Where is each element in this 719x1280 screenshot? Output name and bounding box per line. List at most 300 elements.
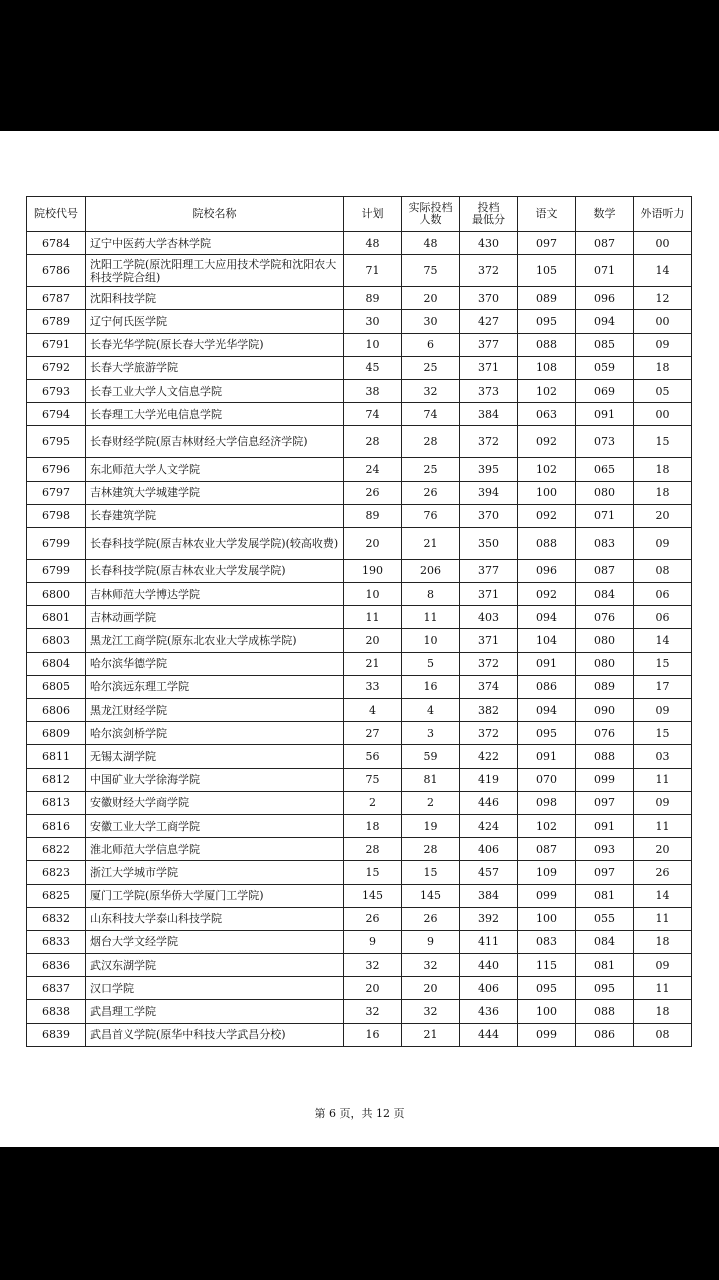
table-cell: 18	[634, 356, 692, 379]
table-cell: 099	[518, 884, 576, 907]
table-cell: 32	[402, 954, 460, 977]
table-cell: 89	[344, 287, 402, 310]
table-cell: 4	[402, 699, 460, 722]
table-cell: 32	[344, 954, 402, 977]
table-cell: 115	[518, 954, 576, 977]
table-row	[27, 884, 692, 907]
school-name-cell: 黑龙江财经学院	[86, 699, 344, 722]
table-cell: 097	[518, 232, 576, 255]
table-cell: 25	[402, 458, 460, 481]
table-cell: 20	[402, 287, 460, 310]
table-cell: 2	[344, 791, 402, 814]
table-cell: 6812	[27, 768, 86, 791]
table-cell: 28	[402, 838, 460, 861]
table-cell: 145	[344, 884, 402, 907]
school-name-cell: 长春大学旅游学院	[86, 356, 344, 379]
table-row	[27, 310, 692, 333]
table-cell: 065	[576, 458, 634, 481]
header-line: 实际投档	[408, 201, 453, 214]
table-cell: 20	[344, 629, 402, 652]
table-cell: 00	[634, 403, 692, 426]
table-cell: 00	[634, 232, 692, 255]
table-cell: 21	[402, 527, 460, 559]
table-cell: 6836	[27, 954, 86, 977]
table-cell: 09	[634, 333, 692, 356]
table-cell: 26	[344, 481, 402, 504]
table-row	[27, 675, 692, 698]
table-cell: 6803	[27, 629, 86, 652]
table-cell: 446	[460, 791, 518, 814]
table-cell: 32	[402, 1000, 460, 1023]
school-name-cell: 吉林动画学院	[86, 606, 344, 629]
table-cell: 14	[634, 884, 692, 907]
table-cell: 088	[576, 745, 634, 768]
table-row	[27, 333, 692, 356]
table-cell: 27	[344, 722, 402, 745]
table-cell: 090	[576, 699, 634, 722]
table-cell: 18	[634, 458, 692, 481]
header-cell	[460, 197, 518, 232]
table-cell: 6822	[27, 838, 86, 861]
school-name-cell: 吉林建筑大学城建学院	[86, 481, 344, 504]
table-row	[27, 629, 692, 652]
table-cell: 6838	[27, 1000, 86, 1023]
table-cell: 6796	[27, 458, 86, 481]
table-cell: 373	[460, 379, 518, 402]
table-cell: 15	[634, 652, 692, 675]
table-cell: 076	[576, 722, 634, 745]
table-cell: 4	[344, 699, 402, 722]
table-cell: 095	[518, 977, 576, 1000]
table-cell: 56	[344, 745, 402, 768]
table-cell: 6825	[27, 884, 86, 907]
table-cell: 6798	[27, 504, 86, 527]
table-row	[27, 861, 692, 884]
table-cell: 15	[634, 426, 692, 458]
table-row	[27, 606, 692, 629]
table-cell: 89	[344, 504, 402, 527]
table-cell: 092	[518, 504, 576, 527]
table-cell: 091	[518, 652, 576, 675]
table-cell: 9	[344, 930, 402, 953]
table-cell: 102	[518, 458, 576, 481]
table-cell: 063	[518, 403, 576, 426]
table-cell: 6832	[27, 907, 86, 930]
table-cell: 073	[576, 426, 634, 458]
table-cell: 095	[518, 310, 576, 333]
table-cell: 08	[634, 559, 692, 582]
table-cell: 09	[634, 791, 692, 814]
school-name-cell: 长春光华学院(原长春大学光华学院)	[86, 333, 344, 356]
table-cell: 427	[460, 310, 518, 333]
table-cell: 424	[460, 814, 518, 837]
table-cell: 2	[402, 791, 460, 814]
table-cell: 6839	[27, 1023, 86, 1046]
table-cell: 10	[344, 333, 402, 356]
table-cell: 6833	[27, 930, 86, 953]
school-name-cell: 长春科技学院(原吉林农业大学发展学院)(较高收费)	[86, 527, 344, 559]
table-cell: 6823	[27, 861, 86, 884]
table-cell: 21	[402, 1023, 460, 1046]
table-cell: 6795	[27, 426, 86, 458]
table-cell: 088	[518, 333, 576, 356]
table-cell: 00	[634, 310, 692, 333]
table-cell: 109	[518, 861, 576, 884]
document-page	[0, 131, 719, 1147]
table-cell: 206	[402, 559, 460, 582]
table-row	[27, 814, 692, 837]
school-name-cell: 厦门工学院(原华侨大学厦门工学院)	[86, 884, 344, 907]
table-cell: 59	[402, 745, 460, 768]
table-row	[27, 426, 692, 458]
table-cell: 16	[402, 675, 460, 698]
table-cell: 104	[518, 629, 576, 652]
school-name-cell: 哈尔滨华德学院	[86, 652, 344, 675]
table-cell: 371	[460, 583, 518, 606]
table-cell: 33	[344, 675, 402, 698]
table-row	[27, 559, 692, 582]
table-cell: 069	[576, 379, 634, 402]
table-row	[27, 287, 692, 310]
header-cell: 数学	[576, 197, 634, 232]
table-cell: 48	[402, 232, 460, 255]
table-cell: 094	[518, 606, 576, 629]
table-cell: 372	[460, 722, 518, 745]
table-cell: 19	[402, 814, 460, 837]
table-row	[27, 652, 692, 675]
header-cell: 外语听力	[634, 197, 692, 232]
table-row	[27, 722, 692, 745]
school-name-cell: 哈尔滨远东理工学院	[86, 675, 344, 698]
table-cell: 26	[344, 907, 402, 930]
table-cell: 6811	[27, 745, 86, 768]
table-cell: 087	[576, 232, 634, 255]
table-cell: 75	[344, 768, 402, 791]
school-name-cell: 武昌理工学院	[86, 1000, 344, 1023]
table-cell: 05	[634, 379, 692, 402]
school-name-cell: 武汉东湖学院	[86, 954, 344, 977]
table-cell: 145	[402, 884, 460, 907]
table-row	[27, 907, 692, 930]
table-cell: 25	[402, 356, 460, 379]
table-cell: 11	[634, 977, 692, 1000]
table-cell: 09	[634, 527, 692, 559]
table-cell: 377	[460, 559, 518, 582]
table-cell: 6797	[27, 481, 86, 504]
header-row	[27, 197, 692, 232]
table-cell: 457	[460, 861, 518, 884]
header-cell: 语文	[518, 197, 576, 232]
table-cell: 097	[576, 861, 634, 884]
school-name-cell: 东北师范大学人文学院	[86, 458, 344, 481]
table-cell: 071	[576, 255, 634, 287]
table-cell: 080	[576, 652, 634, 675]
table-row	[27, 379, 692, 402]
table-cell: 6	[402, 333, 460, 356]
table-cell: 09	[634, 699, 692, 722]
table-row	[27, 977, 692, 1000]
table-cell: 10	[402, 629, 460, 652]
school-name-cell: 黑龙江工商学院(原东北农业大学成栋学院)	[86, 629, 344, 652]
table-cell: 076	[576, 606, 634, 629]
table-cell: 406	[460, 977, 518, 1000]
table-cell: 084	[576, 930, 634, 953]
table-row	[27, 768, 692, 791]
school-name-cell: 辽宁中医药大学杏林学院	[86, 232, 344, 255]
table-cell: 6784	[27, 232, 86, 255]
table-cell: 095	[576, 977, 634, 1000]
table-cell: 108	[518, 356, 576, 379]
table-cell: 083	[518, 930, 576, 953]
header-cell: 院校名称	[86, 197, 344, 232]
table-cell: 102	[518, 814, 576, 837]
table-cell: 20	[402, 977, 460, 1000]
table-cell: 9	[402, 930, 460, 953]
school-name-cell: 烟台大学文经学院	[86, 930, 344, 953]
table-cell: 26	[634, 861, 692, 884]
table-cell: 6786	[27, 255, 86, 287]
header-line: 投档	[477, 201, 500, 214]
school-name-cell: 长春建筑学院	[86, 504, 344, 527]
table-cell: 14	[634, 255, 692, 287]
table-cell: 6809	[27, 722, 86, 745]
table-row	[27, 232, 692, 255]
table-cell: 3	[402, 722, 460, 745]
table-cell: 084	[576, 583, 634, 606]
table-row	[27, 1023, 692, 1046]
table-row	[27, 699, 692, 722]
table-cell: 38	[344, 379, 402, 402]
table-cell: 382	[460, 699, 518, 722]
table-cell: 16	[344, 1023, 402, 1046]
header-cell: 计划	[344, 197, 402, 232]
table-cell: 394	[460, 481, 518, 504]
table-cell: 10	[344, 583, 402, 606]
school-name-cell: 长春理工大学光电信息学院	[86, 403, 344, 426]
school-name-cell: 吉林师范大学博达学院	[86, 583, 344, 606]
school-name-cell: 汉口学院	[86, 977, 344, 1000]
table-cell: 093	[576, 838, 634, 861]
table-row	[27, 745, 692, 768]
table-cell: 096	[576, 287, 634, 310]
table-cell: 6804	[27, 652, 86, 675]
table-cell: 094	[576, 310, 634, 333]
table-cell: 11	[344, 606, 402, 629]
table-cell: 28	[344, 838, 402, 861]
table-cell: 6806	[27, 699, 86, 722]
table-cell: 403	[460, 606, 518, 629]
table-body	[27, 232, 692, 1047]
table-cell: 377	[460, 333, 518, 356]
table-cell: 11	[634, 814, 692, 837]
school-name-cell: 淮北师范大学信息学院	[86, 838, 344, 861]
table-row	[27, 583, 692, 606]
table-cell: 11	[634, 768, 692, 791]
school-name-cell: 无锡太湖学院	[86, 745, 344, 768]
table-cell: 372	[460, 255, 518, 287]
table-cell: 411	[460, 930, 518, 953]
table-cell: 75	[402, 255, 460, 287]
table-cell: 190	[344, 559, 402, 582]
table-cell: 15	[634, 722, 692, 745]
table-cell: 06	[634, 606, 692, 629]
table-cell: 6813	[27, 791, 86, 814]
table-cell: 30	[402, 310, 460, 333]
table-cell: 6801	[27, 606, 86, 629]
school-name-cell: 浙江大学城市学院	[86, 861, 344, 884]
table-cell: 055	[576, 907, 634, 930]
header-cell	[402, 197, 460, 232]
table-cell: 372	[460, 652, 518, 675]
table-cell: 32	[344, 1000, 402, 1023]
table-cell: 32	[402, 379, 460, 402]
table-cell: 24	[344, 458, 402, 481]
table-cell: 100	[518, 907, 576, 930]
table-cell: 06	[634, 583, 692, 606]
school-name-cell: 安徽工业大学工商学院	[86, 814, 344, 837]
school-name-cell: 中国矿业大学徐海学院	[86, 768, 344, 791]
table-row	[27, 930, 692, 953]
table-cell: 384	[460, 884, 518, 907]
school-name-cell: 长春科技学院(原吉林农业大学发展学院)	[86, 559, 344, 582]
table-cell: 18	[344, 814, 402, 837]
table-cell: 20	[344, 977, 402, 1000]
table-cell: 17	[634, 675, 692, 698]
table-cell: 422	[460, 745, 518, 768]
table-cell: 371	[460, 356, 518, 379]
table-cell: 099	[576, 768, 634, 791]
table-row	[27, 527, 692, 559]
school-name-cell: 辽宁何氏医学院	[86, 310, 344, 333]
table-cell: 18	[634, 481, 692, 504]
table-cell: 20	[634, 504, 692, 527]
school-name-cell: 武昌首义学院(原华中科技大学武昌分校)	[86, 1023, 344, 1046]
table-cell: 374	[460, 675, 518, 698]
table-cell: 430	[460, 232, 518, 255]
table-cell: 371	[460, 629, 518, 652]
table-cell: 384	[460, 403, 518, 426]
table-row	[27, 255, 692, 287]
table-cell: 15	[402, 861, 460, 884]
table-cell: 071	[576, 504, 634, 527]
table-row	[27, 791, 692, 814]
table-cell: 100	[518, 481, 576, 504]
table-cell: 085	[576, 333, 634, 356]
table-cell: 092	[518, 426, 576, 458]
table-cell: 086	[518, 675, 576, 698]
table-row	[27, 954, 692, 977]
table-cell: 105	[518, 255, 576, 287]
table-cell: 5	[402, 652, 460, 675]
table-cell: 440	[460, 954, 518, 977]
school-name-cell: 沈阳科技学院	[86, 287, 344, 310]
table-cell: 095	[518, 722, 576, 745]
page-footer: 第 6 页，共 12 页	[314, 1107, 405, 1120]
table-cell: 098	[518, 791, 576, 814]
table-cell: 74	[344, 403, 402, 426]
table-cell: 21	[344, 652, 402, 675]
table-cell: 086	[576, 1023, 634, 1046]
school-name-cell: 长春财经学院(原吉林财经大学信息经济学院)	[86, 426, 344, 458]
table-cell: 088	[518, 527, 576, 559]
table-cell: 099	[518, 1023, 576, 1046]
table-cell: 6793	[27, 379, 86, 402]
table-cell: 087	[576, 559, 634, 582]
table-cell: 12	[634, 287, 692, 310]
table-cell: 11	[402, 606, 460, 629]
table-cell: 094	[518, 699, 576, 722]
school-name-cell: 哈尔滨剑桥学院	[86, 722, 344, 745]
table-cell: 406	[460, 838, 518, 861]
table-row	[27, 481, 692, 504]
table-cell: 18	[634, 1000, 692, 1023]
table-cell: 081	[576, 954, 634, 977]
table-cell: 20	[634, 838, 692, 861]
school-name-cell: 长春工业大学人文信息学院	[86, 379, 344, 402]
table-cell: 091	[576, 814, 634, 837]
table-row	[27, 458, 692, 481]
table-cell: 059	[576, 356, 634, 379]
table-cell: 080	[576, 481, 634, 504]
table-cell: 8	[402, 583, 460, 606]
table-cell: 6794	[27, 403, 86, 426]
table-cell: 6789	[27, 310, 86, 333]
table-cell: 81	[402, 768, 460, 791]
table-cell: 6792	[27, 356, 86, 379]
table-cell: 48	[344, 232, 402, 255]
table-cell: 070	[518, 768, 576, 791]
table-cell: 26	[402, 907, 460, 930]
table-cell: 08	[634, 1023, 692, 1046]
table-row	[27, 838, 692, 861]
table-cell: 436	[460, 1000, 518, 1023]
table-cell: 087	[518, 838, 576, 861]
table-cell: 092	[518, 583, 576, 606]
table-cell: 6800	[27, 583, 86, 606]
table-cell: 6787	[27, 287, 86, 310]
admission-table	[26, 196, 692, 1047]
header-cell: 院校代号	[27, 197, 86, 232]
table-cell: 096	[518, 559, 576, 582]
table-cell: 089	[518, 287, 576, 310]
table-cell: 6805	[27, 675, 86, 698]
header-line: 人数	[419, 213, 442, 226]
table-cell: 083	[576, 527, 634, 559]
table-cell: 30	[344, 310, 402, 333]
table-row	[27, 403, 692, 426]
table-cell: 6799	[27, 559, 86, 582]
school-name-cell: 山东科技大学泰山科技学院	[86, 907, 344, 930]
table-cell: 100	[518, 1000, 576, 1023]
table-cell: 26	[402, 481, 460, 504]
table-cell: 444	[460, 1023, 518, 1046]
table-cell: 088	[576, 1000, 634, 1023]
table-cell: 097	[576, 791, 634, 814]
table-cell: 372	[460, 426, 518, 458]
table-cell: 350	[460, 527, 518, 559]
table-cell: 09	[634, 954, 692, 977]
table-cell: 395	[460, 458, 518, 481]
table-cell: 419	[460, 768, 518, 791]
table-row	[27, 504, 692, 527]
table-cell: 11	[634, 907, 692, 930]
table-row	[27, 1000, 692, 1023]
table-cell: 6837	[27, 977, 86, 1000]
table-row	[27, 356, 692, 379]
header-line: 最低分	[472, 213, 505, 226]
table-cell: 71	[344, 255, 402, 287]
table-cell: 080	[576, 629, 634, 652]
